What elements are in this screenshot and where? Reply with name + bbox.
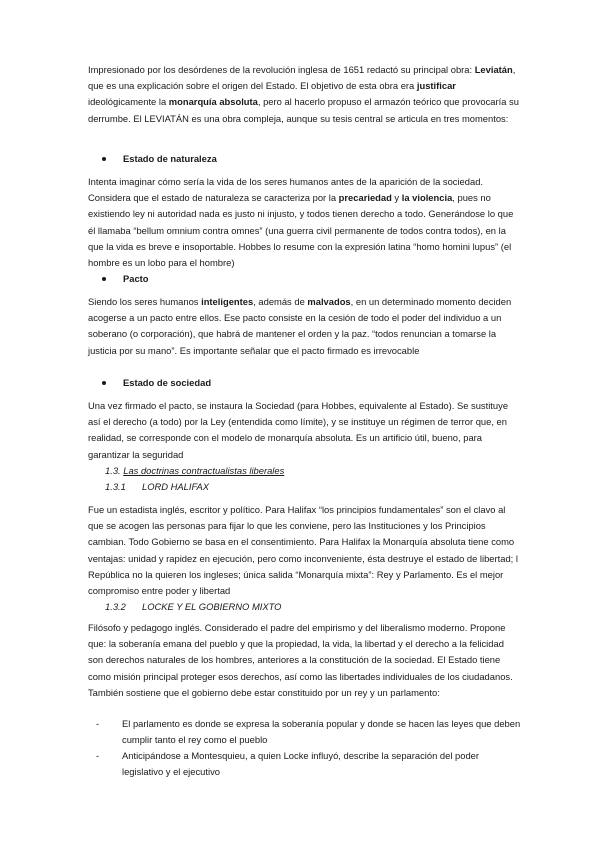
intro-text-3: ideológicamente la <box>88 96 169 108</box>
pacto-text-1: Siendo los seres humanos <box>88 296 202 307</box>
bullet-dot-icon <box>102 277 106 281</box>
pacto-bold-malvados: malvados <box>307 296 351 307</box>
heading-number: 1.3.1 <box>105 481 126 492</box>
pacto-bold-inteligentes: inteligentes <box>201 296 254 307</box>
bullet-label: Pacto <box>123 273 149 284</box>
bullet-label: Estado de sociedad <box>123 377 212 388</box>
intro-bold-monarquia: monarquía absoluta <box>168 96 258 108</box>
dash-marker: - <box>96 718 100 729</box>
naturaleza-text-2: y <box>391 192 402 204</box>
dash-marker: - <box>96 750 100 761</box>
naturaleza-paragraph <box>88 174 520 271</box>
list-item-text: El parlamento es donde se expresa la soberanía popular y donde se hacen las leyes que deben cumplir tanto el rey como el pueblo <box>122 718 521 746</box>
section-title: Las doctrinas contractualistas liberales <box>123 465 285 476</box>
naturaleza-bold-precariedad: precariedad <box>338 192 392 204</box>
list-item <box>96 716 522 748</box>
intro-text-1: Impresionado por los desórdenes de la revolución inglesa de 1651 redactó su principal obra: <box>88 64 475 75</box>
locke-paragraph: Filósofo y pedagogo inglés. Considerado el padre del empirismo y del liberalismo moderno. Propone que: la soberanía emana del pueblo y que la propiedad, la vida, la libertad y el derecho a la felicidad son derechos naturales de los hombres, anteriores a la constitución de la sociedad. El Estado tiene como misión principal proteger esos derechos, así como las libertades individuales de los ciudadanos. También sostiene que el gobierno debe estar constituido por un rey y un parlamento: <box>88 622 513 698</box>
heading-title: LORD HALIFAX <box>142 481 210 492</box>
list-item <box>96 748 522 780</box>
intro-bold-leviatan: Leviatán <box>474 64 513 75</box>
intro-text-4: , pero al hacerlo propuso el armazón teórico que provocaría su derrumbe. El LEVIATÁN es una obra compleja, aunque su tesis central se articula en tres momentos: <box>88 96 519 124</box>
sociedad-paragraph: Una vez firmado el pacto, se instaura la Sociedad (para Hobbes, equivalente al Estado). Se sustituye así el derecho (a todo) por la Ley (entendida como límite), y se instituye un régimen de terror que, en realidad, se corresponde con el modelo de monarquía absoluta. Es un artificio útil, bueno, para garantizar la seguridad <box>88 400 509 460</box>
bullet-estado-naturaleza <box>102 152 217 166</box>
list-item-text: Anticipándose a Montesquieu, a quien Locke influyó, describe la separación del poder legislativo y el ejecutivo <box>122 750 480 778</box>
section-number: 1.3. <box>105 465 121 476</box>
intro-text-2: , que es una explicación sobre el origen del Estado. El objetivo de esta obra era <box>88 64 516 92</box>
bullet-dot-icon <box>102 157 106 161</box>
heading-number: 1.3.2 <box>105 601 126 612</box>
naturaleza-text-3: , pues no existiendo ley ni autoridad nada es justo ni injusto, y todos tienen derecho a todo. Generándose lo que él llamaba “bellum omnium contra omnes” (una guerra civil permanente de todos contra todos), en la que la vida es breve e insoportable. Hobbes lo resume con la expresión latina “homo homini lupus” (el hombre es un lobo para el hombre) <box>88 192 514 269</box>
heading-title: LOCKE Y EL GOBIERNO MIXTO <box>142 601 282 612</box>
section-heading-1-3 <box>105 464 284 478</box>
intro-bold-justificar: justificar <box>416 80 456 92</box>
bullet-label: Estado de naturaleza <box>123 153 217 164</box>
bullet-pacto <box>102 272 149 286</box>
heading-locke <box>105 600 281 614</box>
intro-paragraph <box>88 62 520 127</box>
naturaleza-text-1: Intenta imaginar cómo sería la vida de los seres humanos antes de la aparición de la sociedad. Considera que el estado de naturaleza se caracteriza por la <box>88 176 484 204</box>
naturaleza-bold-violencia: la violencia <box>401 192 453 204</box>
bullet-estado-sociedad <box>102 376 211 390</box>
pacto-text-3: , en un determinado momento deciden acogerse a un pacto entre ellos. Ese pacto consiste en la cesión de todo el poder del individuo a un soberano (o corporación), que habrá de mantener el orden y la paz. “todos renuncian a tomarse la justicia por su mano”. Es importante señalar que el pacto firmado es irrevocable <box>88 296 512 356</box>
heading-lord-halifax <box>105 480 209 494</box>
bullet-dot-icon <box>102 381 106 385</box>
halifax-paragraph: Fue un estadista inglés, escritor y político. Para Halifax “los principios fundamentales” son el clavo al que se acogen las personas para fijar lo que les conviene, pero las Instituciones y los Principios cambian. Todo Gobierno se basa en el consentimiento. Para Halifax la Monarquía absoluta tiene como ventajas: unidad y rapidez en ejecución, pero como inconveniente, ésta destruye el estado de libertad; l República no la quieren los ingleses; única salida “Monarquía mixta”: Rey y Parlamento. Es el mejor compromiso entre poder y libertad <box>88 504 518 597</box>
pacto-text-2: , además de <box>253 296 308 307</box>
pacto-paragraph <box>88 294 520 359</box>
